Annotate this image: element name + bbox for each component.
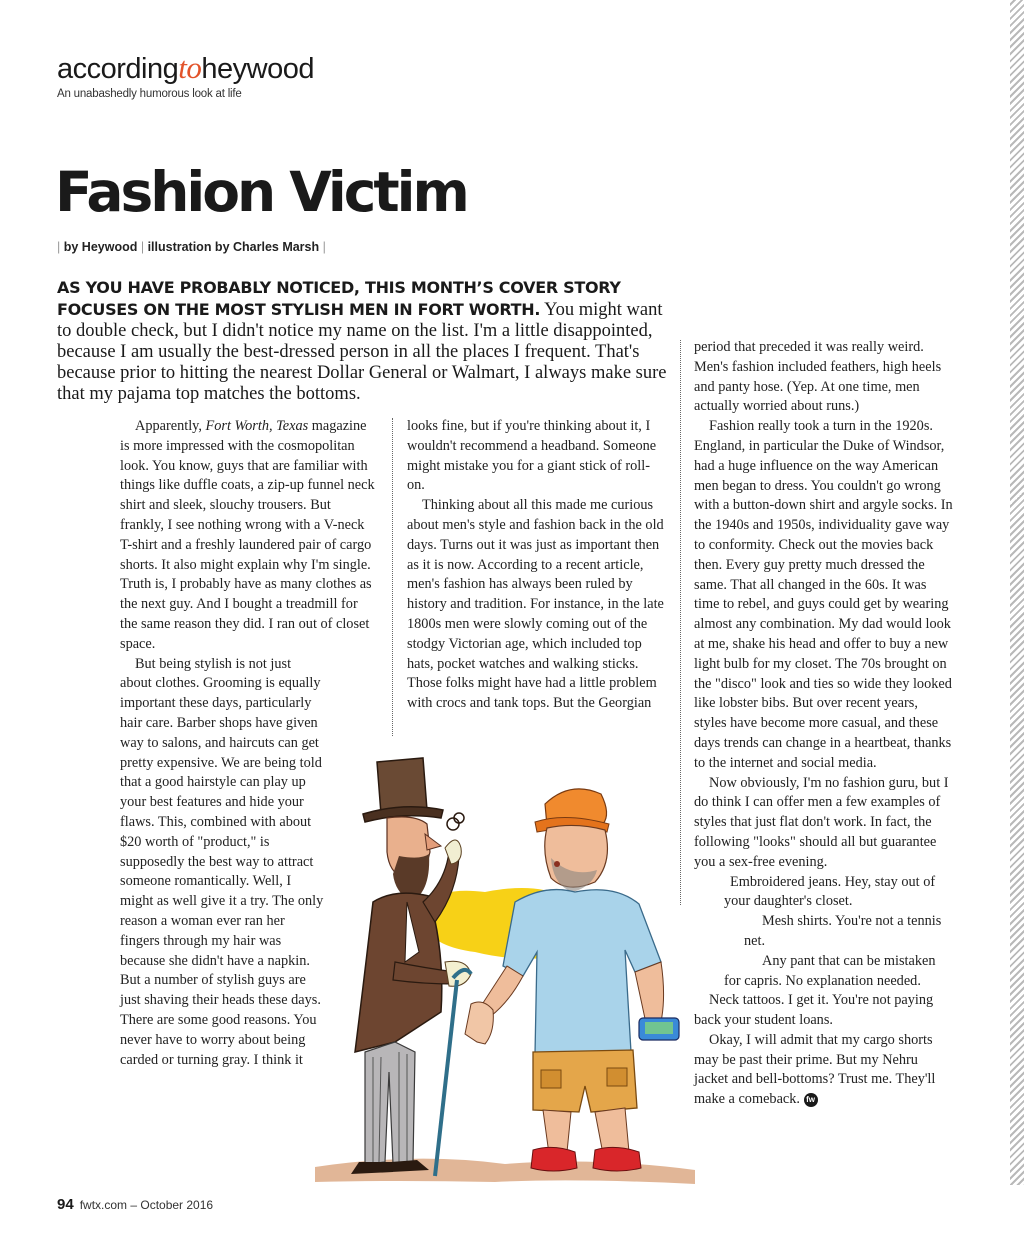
- column-brand: [57, 50, 314, 86]
- modern-guy: [465, 789, 679, 1171]
- article-lede: [57, 277, 677, 405]
- byline: | by Heywood | illustration by Charles Marsh |: [57, 240, 326, 254]
- column-divider: [392, 418, 393, 736]
- paragraph: Okay, I will admit that my cargo shorts may be past their prime. But my Nehru jacket and bell-bottoms? Trust me. They'll make a comeback. fw: [694, 1031, 936, 1108]
- victorian-gentleman: [351, 758, 471, 1176]
- publication-info: fwtx.com – October 2016: [79, 1198, 214, 1212]
- list-item: Neck tattoos. I get it. You're not paying back your student loans.: [694, 992, 934, 1029]
- paragraph: Fashion really took a turn in the 1920s. England, in particular the Duke of Windsor, had a huge influence on the way American men began to dress. You couldn't go wrong with a button-down shirt and argyle socks. In the 1940s and 1950s, individuality gave way to conformity. Check out the movies back then. Every guy pretty much dressed the same. That all changed in the 60s. It was time to rebel, and guys could get by wearing almost any combination. My dad would look at me, shake his head and offer to buy a new light bulb for my closet. The 70s brought on the "disco" look and ties so wide they looked like lobster bibs. But over recent years, styles have become more casual, and these days trends can change in a heartbeat, thanks to the internet and social media.: [694, 418, 953, 771]
- paragraph: Now obviously, I'm no fashion guru, but I do think I can offer men a few examples of styles that just flat don't work. In fact, the following "looks" should all but guarantee you a sex-free evening.: [694, 774, 949, 870]
- brand-text-heywood: heywood: [201, 53, 314, 85]
- lede-caps: AS YOU HAVE PROBABLY NOTICED, THIS MONTH’S COVER STORY FOCUSES ON THE MOST STYLISH MEN IN FORT WORTH.: [57, 278, 621, 319]
- paragraph: But being stylish is not just about clothes. Grooming is equally important these days, particularly hair care. Barber shops have given way to salons, and haircuts can get pretty expensive. We are being told that a good hairstyle can play up your best features and hide your flaws. This, combined with about $20 worth of "product," is supposedly the best way to attract someone romantically. Well, I might as well give it a try. The only reason a woman ever ran her fingers through my hair was because she didn't have a napkin. But a number of stylish guys are just shaving their heads these days. There are some good reasons. You never have to worry about being carded or turning gray. I think it: [120, 655, 324, 1068]
- column-tagline: An unabashedly humorous look at life: [57, 88, 242, 100]
- brand-text-to: to: [178, 50, 202, 85]
- list-item: Mesh shirts. You're not a tennis net.: [744, 913, 942, 949]
- paragraph: Apparently, Fort Worth, Texas magazine is more impressed with the cosmopolitan look. You know, guys that are familiar with things like duffle coats, a zip-up funnel neck shirt and sleek, slouchy trousers. But frankly, I see nothing wrong with a V-neck T-shirt and a freshly laundered pair of cargo shorts. It also might explain why I'm single. Truth is, I probably have as many clothes as the next guy. And I bought a treadmill for the same reason they did. I ran out of closet space.: [120, 418, 375, 652]
- page-number: 94: [57, 1196, 74, 1213]
- magazine-name: Fort Worth, Texas: [205, 418, 309, 434]
- text-column-3: [694, 338, 954, 1110]
- byline-author: by Heywood: [63, 240, 138, 254]
- end-mark-icon: fw: [804, 1093, 818, 1107]
- page-footer: [57, 1196, 213, 1213]
- brand-text-according: according: [57, 53, 179, 85]
- text-column-2: [407, 417, 665, 714]
- paragraph: period that preceded it was really weird. Men's fashion included feathers, high heels and panty hose. (Yep. At one time, men actually worried about runs.): [694, 339, 942, 415]
- paragraph: Thinking about all this made me curious about men's style and fashion back in the old days. Turns out it was just as important then as it is now. According to a recent article, men's fashion has always been ruled by history and tradition. For instance, in the late 1800s men were slowly coming out of the stodgy Victorian age, which included top hats, pocket watches and walking sticks. Those folks might have had a little problem with crocs and tank tops. But the Georgian: [407, 497, 664, 712]
- byline-illustrator: illustration by Charles Marsh: [147, 240, 320, 254]
- fashion-illustration: [295, 752, 715, 1192]
- list-item: Any pant that can be mistaken for capris. No explanation needed.: [724, 952, 936, 989]
- paragraph: looks fine, but if you're thinking about it, I wouldn't recommend a headband. Someone might mistake you for a giant stick of roll-on.: [407, 418, 657, 494]
- page-edge-decoration: [988, 0, 1024, 1185]
- list-item: Embroidered jeans. Hey, stay out of your daughter's closet.: [724, 873, 936, 910]
- lede-text: You might want to double check, but I didn't notice my name on the list. I'm a little disappointed, because I am usually the best-dressed person in all the places I frequent. That's because prior to hitting the nearest Dollar General or Walmart, I always make sure that my pajama top matches the bottoms.: [57, 300, 667, 404]
- article-title: Fashion Victim: [55, 160, 467, 224]
